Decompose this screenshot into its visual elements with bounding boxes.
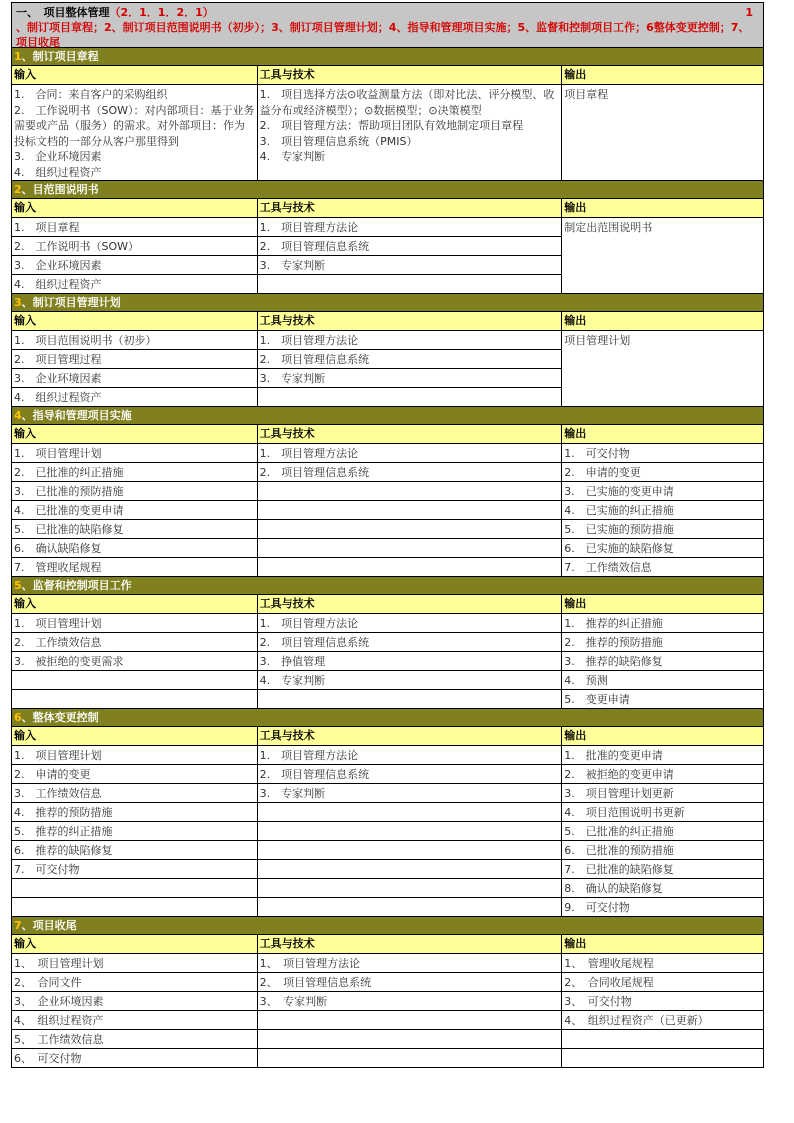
table-row <box>11 633 764 652</box>
output-cell <box>562 237 764 256</box>
tools-cell <box>258 1030 563 1049</box>
tools-cell <box>258 898 563 917</box>
table-row <box>11 803 764 822</box>
output-cell: 4. 已实施的纠正措施 <box>562 501 764 520</box>
table-row <box>11 369 764 388</box>
input-cell: 3. 被拒绝的变更需求 <box>12 652 258 671</box>
input-cell: 1、 项目管理计划 <box>12 954 258 973</box>
input-cell <box>12 671 258 690</box>
section-number: 2 <box>14 183 22 196</box>
output-cell: 5. 已实施的预防措施 <box>562 520 764 539</box>
output-cell <box>562 388 764 407</box>
tools-cell: 2. 项目管理信息系统 <box>258 350 563 369</box>
section-number: 5 <box>14 579 22 592</box>
section-title-text: 、制订项目章程 <box>21 50 99 63</box>
input-cell <box>12 690 258 709</box>
output-cell <box>562 350 764 369</box>
table-row <box>11 388 764 407</box>
tools-cell: 3. 专家判断 <box>258 256 563 275</box>
tools-cell: 4. 专家判断 <box>258 671 563 690</box>
output-header: 输出 <box>562 595 764 613</box>
output-cell: 4. 项目范围说明书更新 <box>562 803 764 822</box>
output-cell <box>562 256 764 275</box>
table-row <box>11 350 764 369</box>
table-row <box>11 1011 764 1030</box>
output-cell: 7. 工作绩效信息 <box>562 558 764 577</box>
input-cell: 3、 企业环境因素 <box>12 992 258 1011</box>
column-header-row <box>11 425 764 444</box>
tools-cell <box>258 275 563 294</box>
tools-cell <box>258 501 563 520</box>
table-row <box>11 444 764 463</box>
table-row <box>11 256 764 275</box>
output-cell: 2、 合同收尾规程 <box>562 973 764 992</box>
input-cell: 6、 可交付物 <box>12 1049 258 1068</box>
table-row <box>11 501 764 520</box>
tools-cell: 3. 专家判断 <box>258 369 563 388</box>
table-row <box>11 1030 764 1049</box>
table-row <box>11 879 764 898</box>
list-item: 2. 项目管理方法：帮助项目团队有效地制定项目章程 <box>259 119 524 132</box>
input-cell <box>12 879 258 898</box>
output-header: 输出 <box>562 66 764 84</box>
tools-cell <box>258 841 563 860</box>
output-cell: 4、 组织过程资产（已更新） <box>562 1011 764 1030</box>
tools-cell: 1. 项目管理方法论 <box>258 614 563 633</box>
table-row <box>11 614 764 633</box>
output-cell: 3. 推荐的缺陷修复 <box>562 652 764 671</box>
section-title-text: 、指导和管理项目实施 <box>21 409 132 422</box>
output-cell: 制定出范围说明书 <box>562 218 764 237</box>
tools-header: 工具与技术 <box>258 425 563 443</box>
output-cell: 2. 申请的变更 <box>562 463 764 482</box>
table-row <box>11 898 764 917</box>
input-header: 输入 <box>12 727 258 745</box>
section-7-title <box>11 917 764 935</box>
input-cell: 2. 工作绩效信息 <box>12 633 258 652</box>
input-header: 输入 <box>12 425 258 443</box>
input-cell: 3. 已批准的预防措施 <box>12 482 258 501</box>
tools-cell: 2. 项目管理信息系统 <box>258 633 563 652</box>
tools-cell: 3. 挣值管理 <box>258 652 563 671</box>
list-item: 3. 企业环境因素 <box>14 150 102 163</box>
table-row <box>11 765 764 784</box>
output-cell <box>562 369 764 388</box>
tools-header: 工具与技术 <box>258 727 563 745</box>
section-1-outputs <box>562 85 764 180</box>
section-4-title <box>11 407 764 425</box>
table-row <box>11 992 764 1011</box>
list-item: 2. 工作说明书（SOW）：对内部项目：基于业务需要或产品（服务）的需求。对外部项目：作为投标文档的一部分从客户那里得到 <box>14 103 255 148</box>
tools-cell: 1、 项目管理方法论 <box>258 954 563 973</box>
table-row <box>11 841 764 860</box>
output-cell: 5. 变更申请 <box>562 690 764 709</box>
list-item: 3. 项目管理信息系统（PMIS） <box>259 134 418 148</box>
section-1-title <box>11 48 764 66</box>
section-title-text: 、监督和控制项目工作 <box>21 579 132 592</box>
output-cell: 2. 推荐的预防措施 <box>562 633 764 652</box>
table-row <box>11 746 764 765</box>
tools-cell: 2. 项目管理信息系统 <box>258 237 563 256</box>
column-header-row <box>11 312 764 331</box>
table-row <box>11 463 764 482</box>
table-row <box>11 822 764 841</box>
section-2-title <box>11 181 764 199</box>
tools-cell <box>258 1049 563 1068</box>
section-5-title <box>11 577 764 595</box>
list-item: 1. 项目选择方法⊙收益测量方法（即对比法、评分模型、收益分布或经济模型）；⊙数据模型；⊙决策模型 <box>259 88 555 117</box>
column-header-row <box>11 935 764 954</box>
table-row <box>11 237 764 256</box>
input-cell: 6. 推荐的缺陷修复 <box>12 841 258 860</box>
list-item: 4. 专家判断 <box>259 150 326 163</box>
output-cell: 1. 批准的变更申请 <box>562 746 764 765</box>
input-cell: 7. 可交付物 <box>12 860 258 879</box>
section-number: 1 <box>14 50 22 63</box>
tools-cell <box>258 558 563 577</box>
output-cell: 项目管理计划 <box>562 331 764 350</box>
list-item: 4. 组织过程资产 <box>14 165 102 179</box>
section-title-text: 、制订项目管理计划 <box>21 296 121 309</box>
column-header-row <box>11 199 764 218</box>
section-3-title <box>11 294 764 312</box>
column-header-row <box>11 727 764 746</box>
output-cell: 2. 被拒绝的变更申请 <box>562 765 764 784</box>
section-title-text: 、整体变更控制 <box>21 711 99 724</box>
input-cell: 2. 申请的变更 <box>12 765 258 784</box>
table-row <box>11 671 764 690</box>
input-cell: 1. 项目管理计划 <box>12 444 258 463</box>
input-cell: 2. 工作说明书（SOW） <box>12 237 258 256</box>
input-header: 输入 <box>12 66 258 84</box>
tools-cell <box>258 520 563 539</box>
input-cell: 1. 项目范围说明书（初步） <box>12 331 258 350</box>
section-1-inputs <box>12 85 258 180</box>
output-cell: 6. 已批准的预防措施 <box>562 841 764 860</box>
output-cell: 6. 已实施的缺陷修复 <box>562 539 764 558</box>
input-cell: 1. 项目管理计划 <box>12 746 258 765</box>
section-number: 3 <box>14 296 22 309</box>
table-row <box>11 973 764 992</box>
output-header: 输出 <box>562 935 764 953</box>
input-cell: 4. 推荐的预防措施 <box>12 803 258 822</box>
output-cell: 8. 确认的缺陷修复 <box>562 879 764 898</box>
input-header: 输入 <box>12 312 258 330</box>
output-header: 输出 <box>562 727 764 745</box>
input-cell: 6. 确认缺陷修复 <box>12 539 258 558</box>
input-cell: 7. 管理收尾规程 <box>12 558 258 577</box>
tools-cell: 2. 项目管理信息系统 <box>258 765 563 784</box>
input-cell: 5. 推荐的纠正措施 <box>12 822 258 841</box>
input-cell: 4. 已批准的变更申请 <box>12 501 258 520</box>
input-header: 输入 <box>12 935 258 953</box>
title-section-numbers: （2．1．1．2．1） <box>109 6 214 19</box>
title-text: 一、 项目整体管理 <box>16 6 110 19</box>
section-number: 7 <box>14 919 22 932</box>
output-cell: 1. 推荐的纠正措施 <box>562 614 764 633</box>
output-cell: 3、 可交付物 <box>562 992 764 1011</box>
list-item: 1. 合同：来自客户的采购组织 <box>14 88 168 101</box>
page-number: 1 <box>745 6 753 19</box>
section-title-text: 、目范围说明书 <box>21 183 99 196</box>
input-cell: 5. 已批准的缺陷修复 <box>12 520 258 539</box>
table-row <box>11 218 764 237</box>
table-row <box>11 860 764 879</box>
tools-cell <box>258 1011 563 1030</box>
output-cell: 9. 可交付物 <box>562 898 764 917</box>
table-row <box>11 482 764 501</box>
tools-header: 工具与技术 <box>258 595 563 613</box>
table-row <box>11 275 764 294</box>
table-row <box>11 331 764 350</box>
output-header: 输出 <box>562 425 764 443</box>
input-cell: 4、 组织过程资产 <box>12 1011 258 1030</box>
tools-cell <box>258 690 563 709</box>
input-cell: 3. 企业环境因素 <box>12 369 258 388</box>
table-row <box>11 690 764 709</box>
tools-cell <box>258 539 563 558</box>
table-row <box>11 558 764 577</box>
section-1-body <box>11 85 764 181</box>
output-cell: 1. 可交付物 <box>562 444 764 463</box>
output-cell <box>562 1030 764 1049</box>
table-row <box>11 954 764 973</box>
section-number: 6 <box>14 711 22 724</box>
column-header-row <box>11 595 764 614</box>
sheet-header <box>11 2 764 48</box>
output-cell: 3. 项目管理计划更新 <box>562 784 764 803</box>
output-cell: 4. 预测 <box>562 671 764 690</box>
table-row <box>11 652 764 671</box>
output-cell: 5. 已批准的纠正措施 <box>562 822 764 841</box>
table-row <box>11 1049 764 1068</box>
input-cell: 2. 已批准的纠正措施 <box>12 463 258 482</box>
integration-management-sheet <box>11 2 764 1068</box>
tools-cell: 3、 专家判断 <box>258 992 563 1011</box>
tools-cell: 1. 项目管理方法论 <box>258 444 563 463</box>
input-header: 输入 <box>12 595 258 613</box>
list-item: 项目章程 <box>564 88 609 101</box>
tools-cell: 1. 项目管理方法论 <box>258 218 563 237</box>
sheet-title <box>16 5 759 20</box>
input-cell: 2. 项目管理过程 <box>12 350 258 369</box>
tools-cell: 2. 项目管理信息系统 <box>258 463 563 482</box>
table-row <box>11 520 764 539</box>
output-header: 输出 <box>562 199 764 217</box>
tools-cell: 2、 项目管理信息系统 <box>258 973 563 992</box>
tools-cell <box>258 822 563 841</box>
column-header-row <box>11 66 764 85</box>
input-cell <box>12 898 258 917</box>
input-header: 输入 <box>12 199 258 217</box>
input-cell: 1. 项目章程 <box>12 218 258 237</box>
input-cell: 4. 组织过程资产 <box>12 388 258 407</box>
input-cell: 2、 合同文件 <box>12 973 258 992</box>
tools-cell <box>258 879 563 898</box>
input-cell: 5、 工作绩效信息 <box>12 1030 258 1049</box>
input-cell: 4. 组织过程资产 <box>12 275 258 294</box>
table-row <box>11 539 764 558</box>
output-cell <box>562 275 764 294</box>
section-6-title <box>11 709 764 727</box>
tools-header: 工具与技术 <box>258 935 563 953</box>
process-list: 、制订项目章程；2、制订项目范围说明书（初步）；3、制订项目管理计划；4、指导和管理项目实施；5、监督和控制项目工作；6整体变更控制；7、项目收尾 <box>16 21 750 49</box>
table-row <box>11 784 764 803</box>
tools-cell <box>258 803 563 822</box>
tools-cell <box>258 482 563 501</box>
output-cell: 7. 已批准的缺陷修复 <box>562 860 764 879</box>
section-1-tools <box>258 85 563 180</box>
tools-cell <box>258 388 563 407</box>
output-cell: 3. 已实施的变更申请 <box>562 482 764 501</box>
tools-header: 工具与技术 <box>258 66 563 84</box>
section-title-text: 、项目收尾 <box>21 919 77 932</box>
tools-header: 工具与技术 <box>258 199 563 217</box>
input-cell: 1. 项目管理计划 <box>12 614 258 633</box>
section-number: 4 <box>14 409 22 422</box>
tools-cell <box>258 860 563 879</box>
tools-cell: 1. 项目管理方法论 <box>258 746 563 765</box>
input-cell: 3. 工作绩效信息 <box>12 784 258 803</box>
tools-cell: 1. 项目管理方法论 <box>258 331 563 350</box>
output-header: 输出 <box>562 312 764 330</box>
tools-cell: 3. 专家判断 <box>258 784 563 803</box>
output-cell: 1、 管理收尾规程 <box>562 954 764 973</box>
output-cell <box>562 1049 764 1068</box>
input-cell: 3. 企业环境因素 <box>12 256 258 275</box>
tools-header: 工具与技术 <box>258 312 563 330</box>
